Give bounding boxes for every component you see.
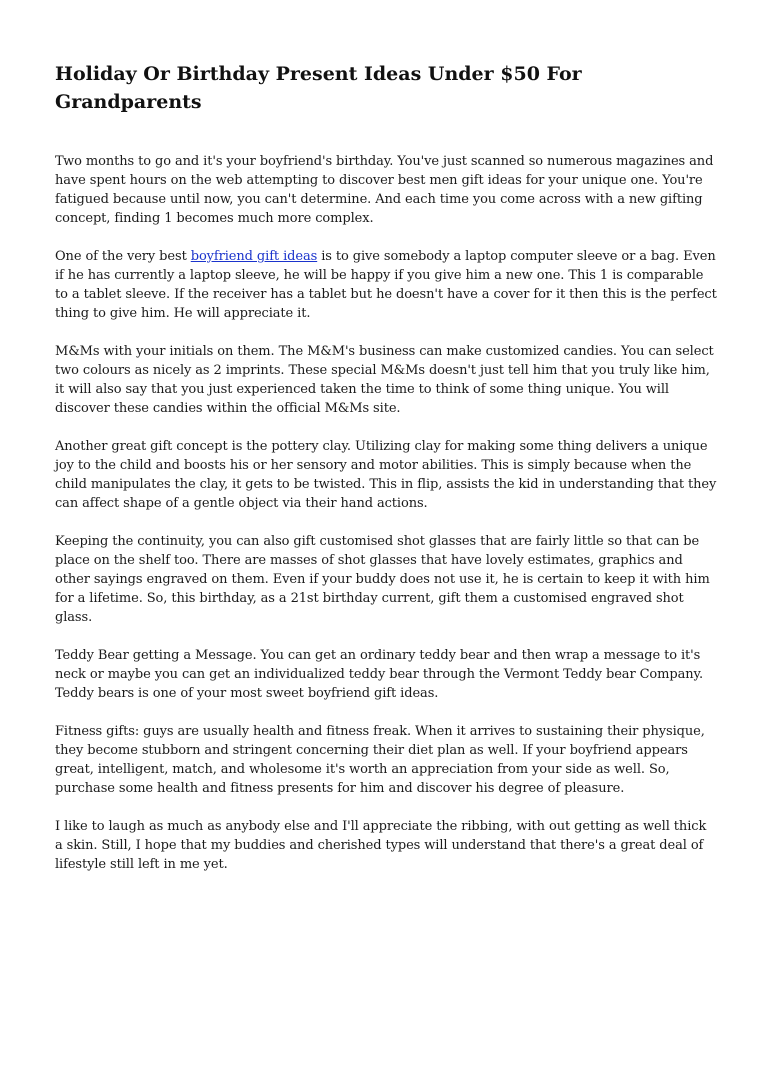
boyfriend-gift-ideas-link[interactable]: boyfriend gift ideas [190, 249, 318, 264]
paragraph-4: Another great gift concept is the pottery clay. Utilizing clay for making some thing delivers a unique joy to the child and boosts his or her sensory and motor abilities. This is simply because when the child manipulates the clay, it gets to be twisted. This in flip, assists the kid in understanding that they can affect shape of a gentle object via their hand actions. [55, 439, 717, 511]
paragraph-2-text-before: One of the very best [55, 249, 191, 264]
paragraph-1: Two months to go and it's your boyfriend's birthday. You've just scanned so numerous magazines and have spent hours on the web attempting to discover best men gift ideas for your unique one. You're fatigued because until now, you can't determine. And each time you come across with a new gifting concept, finding 1 becomes much more complex. [55, 154, 714, 226]
paragraph-5: Keeping the continuity, you can also gift customised shot glasses that are fairly little so that can be place on the shelf too. There are masses of shot glasses that have lovely estimates, graphics and other sayings engraved on them. Even if your buddy does not use it, he is certain to keep it with him for a lifetime. So, this birthday, as a 21st birthday current, gift them a customised engraved shot glass. [55, 534, 710, 625]
paragraph-2-text-after: is to give somebody a laptop computer sleeve or a bag. Even if he has currently a laptop sleeve, he will be happy if you give him a new one. This 1 is comparable to a tablet sleeve. If the receiver has a tablet but he doesn't have a cover for it then this is the perfect thing to give him. He will appreciate it. [55, 249, 717, 321]
document-title: Holiday Or Birthday Present Ideas Under $50 For Grandparents [55, 63, 582, 113]
paragraph-6: Teddy Bear getting a Message. You can get an ordinary teddy bear and then wrap a message to it's neck or maybe you can get an individualized teddy bear through the Vermont Teddy bear Company. Teddy bears is one of your most sweet boyfriend gift ideas. [55, 648, 704, 701]
paragraph-3: M&Ms with your initials on them. The M&M's business can make customized candies. You can select two colours as nicely as 2 imprints. These special M&Ms doesn't just tell him that you truly like him, it will also say that you just experienced taken the time to think of some thing unique. You will discover these candies within the official M&Ms site. [55, 344, 714, 416]
document-body [55, 152, 717, 874]
paragraph-7: Fitness gifts: guys are usually health and fitness freak. When it arrives to sustaining their physique, they become stubborn and stringent concerning their diet plan as well. If your boyfriend appears great, intelligent, match, and wholesome it's worth an appreciation from your side as well. So, purchase some health and fitness presents for him and discover his degree of pleasure. [55, 724, 705, 796]
paragraph-2 [55, 247, 717, 323]
document-page [55, 60, 717, 893]
paragraph-8: I like to laugh as much as anybody else and I'll appreciate the ribbing, with out getting as well thick a skin. Still, I hope that my buddies and cherished types will understand that there's a great deal of lifestyle still left in me yet. [55, 819, 707, 872]
